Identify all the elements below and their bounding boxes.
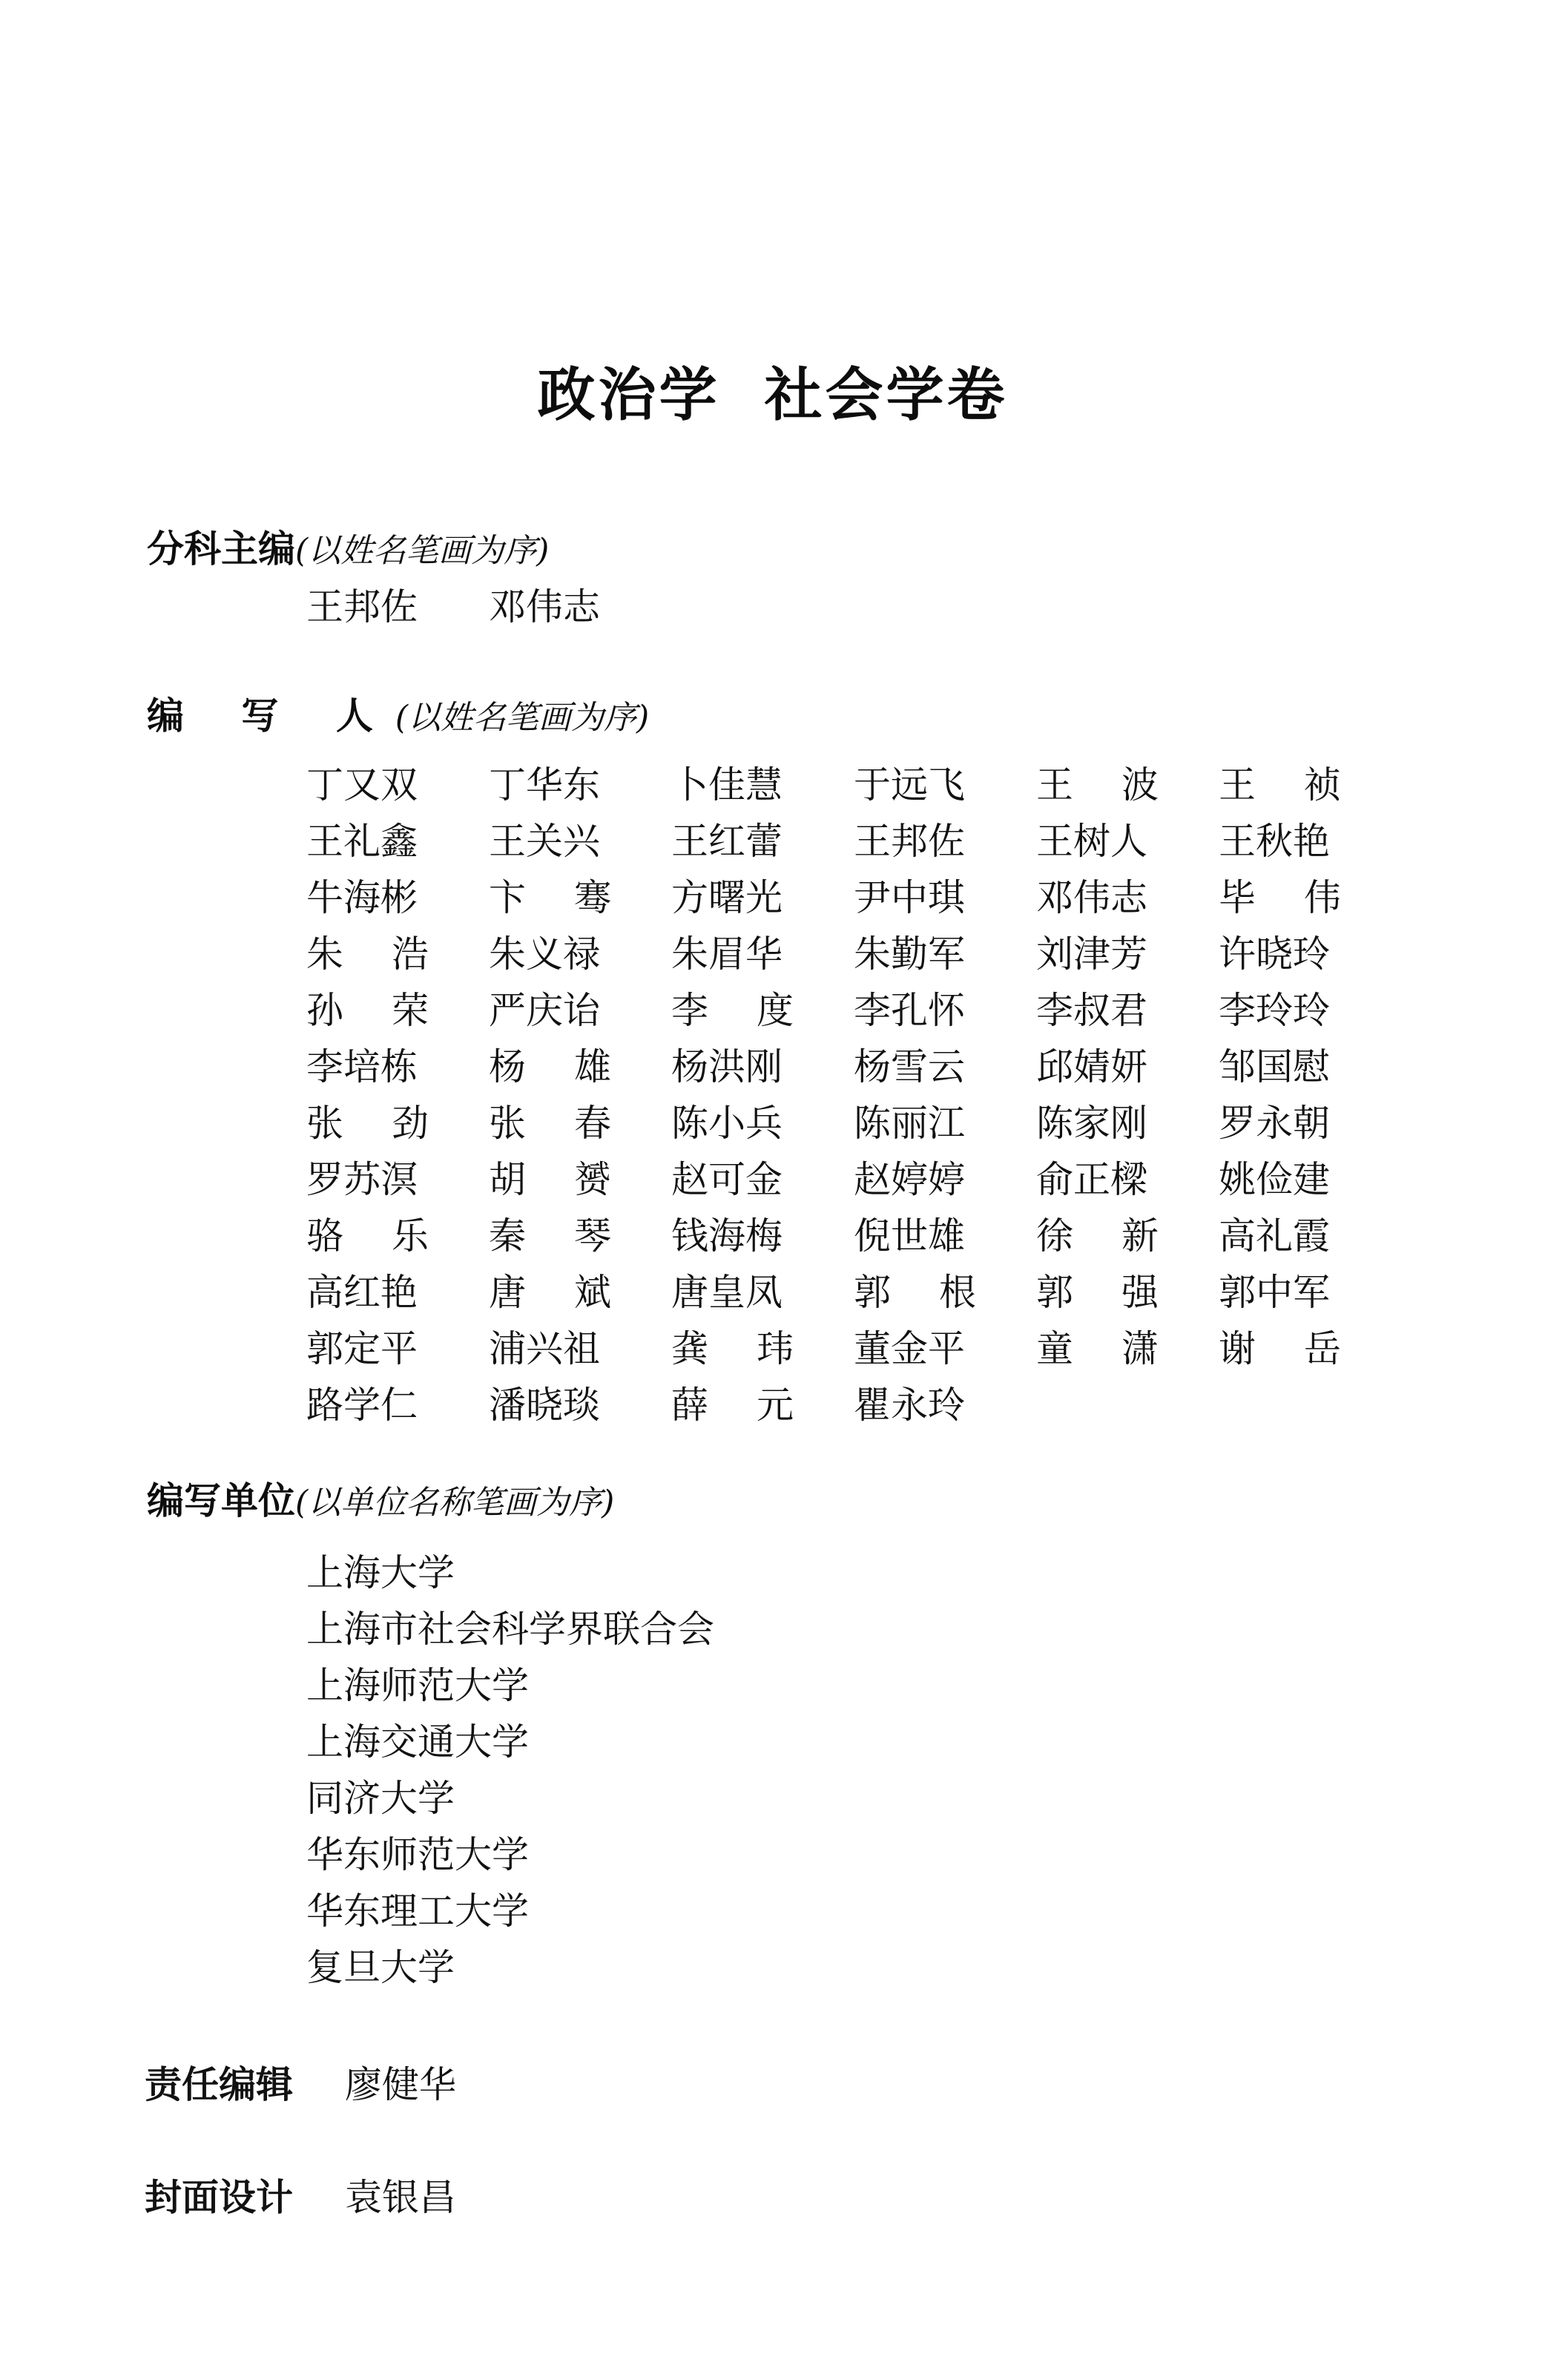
writer-name: 朱勤军 — [854, 933, 965, 976]
volume-title-part2: 社会学卷 — [764, 362, 1008, 429]
writer-name: 李玲玲 — [1219, 989, 1330, 1032]
unit-item: 上海师范大学 — [306, 1664, 529, 1707]
writer-name: 龚玮 — [671, 1327, 794, 1370]
writer-name: 朱浩 — [306, 933, 429, 976]
writer-name: 郭定平 — [306, 1327, 418, 1370]
unit-item: 上海交通大学 — [306, 1720, 529, 1763]
writer-name: 李叔君 — [1036, 989, 1147, 1032]
writer-name: 丁华东 — [489, 763, 600, 806]
writer-name: 方曙光 — [671, 876, 783, 919]
unit-item: 华东师范大学 — [306, 1833, 529, 1876]
writer-name: 陈丽江 — [854, 1102, 965, 1145]
writer-name: 王波 — [1036, 763, 1159, 806]
writer-name: 高礼霞 — [1219, 1214, 1330, 1258]
writer-name: 许晓玲 — [1219, 933, 1330, 976]
writer-name: 路学仁 — [306, 1384, 418, 1427]
writers-heading — [147, 686, 649, 740]
responsible-editor — [145, 2055, 456, 2108]
responsible-editor-label: 责任编辑 — [145, 2063, 293, 2106]
chief-editors-note: (以姓名笔画为序) — [295, 532, 550, 570]
chief-editors-heading — [147, 519, 549, 573]
writer-name: 薛元 — [671, 1384, 794, 1427]
writer-name: 唐皇凤 — [671, 1271, 783, 1314]
writer-name: 王树人 — [1036, 820, 1147, 863]
writer-name: 李度 — [671, 989, 794, 1032]
writer-name: 丁又双 — [306, 763, 418, 806]
writer-name: 陈家刚 — [1036, 1102, 1147, 1145]
writer-name: 潘晓琰 — [489, 1384, 600, 1427]
writer-name: 罗苏溟 — [306, 1158, 418, 1201]
writer-name: 杨洪刚 — [671, 1045, 783, 1088]
writer-name: 杨雪云 — [854, 1045, 965, 1088]
writer-name: 张劲 — [306, 1102, 429, 1145]
writer-name: 徐新 — [1036, 1214, 1159, 1258]
writer-name: 朱义禄 — [489, 933, 600, 976]
writer-name: 骆乐 — [306, 1214, 429, 1258]
writer-name: 王祯 — [1219, 763, 1341, 806]
writer-name: 张春 — [489, 1102, 611, 1145]
writer-name: 谢岳 — [1219, 1327, 1341, 1370]
volume-title — [0, 349, 1545, 432]
chief-editors-list — [306, 577, 671, 631]
writer-name: 王邦佐 — [854, 820, 965, 863]
units-list — [306, 1543, 714, 1994]
writer-name: 郭强 — [1036, 1271, 1159, 1314]
writer-name: 赵可金 — [671, 1158, 783, 1201]
units-heading — [147, 1471, 614, 1525]
writer-name: 严庆诒 — [489, 989, 600, 1032]
volume-title-part1: 政治学 — [537, 362, 720, 429]
writer-name: 郭中军 — [1219, 1271, 1330, 1314]
responsible-editor-name: 廖健华 — [345, 2063, 456, 2106]
writer-name: 卞骞 — [489, 876, 611, 919]
chief-editor-name: 邓伟志 — [489, 585, 600, 628]
unit-item: 华东理工大学 — [306, 1890, 529, 1933]
writer-name: 俞正樑 — [1036, 1158, 1147, 1201]
writer-name: 郭根 — [854, 1271, 976, 1314]
units-label: 编写单位 — [147, 1479, 295, 1522]
cover-design-name: 袁银昌 — [345, 2176, 456, 2219]
writer-name: 唐斌 — [489, 1271, 611, 1314]
writer-name: 牛海彬 — [306, 876, 418, 919]
writer-name: 董金平 — [854, 1327, 965, 1370]
writer-name: 王秋艳 — [1219, 820, 1330, 863]
writer-name: 卜佳慧 — [671, 763, 783, 806]
chief-editor-name: 王邦佐 — [306, 585, 418, 628]
unit-item: 上海市社会科学界联合会 — [306, 1608, 714, 1651]
writer-name: 孙荣 — [306, 989, 429, 1032]
writer-name: 尹中琪 — [854, 876, 965, 919]
unit-item: 同济大学 — [306, 1777, 455, 1820]
writer-name: 钱海梅 — [671, 1214, 783, 1258]
writer-name: 李孔怀 — [854, 989, 965, 1032]
writer-name: 邱婧妍 — [1036, 1045, 1147, 1088]
writers-list — [306, 755, 1404, 1432]
writer-name: 王红蕾 — [671, 820, 783, 863]
writer-name: 王关兴 — [489, 820, 600, 863]
unit-item: 复旦大学 — [306, 1946, 455, 1989]
writers-note: (以姓名笔画为序) — [395, 699, 650, 737]
writer-name: 毕伟 — [1219, 876, 1341, 919]
writer-name: 陈小兵 — [671, 1102, 783, 1145]
writer-name: 邹国慰 — [1219, 1045, 1330, 1088]
writer-name: 姚俭建 — [1219, 1158, 1330, 1201]
writer-name: 胡赟 — [489, 1158, 611, 1201]
writer-name: 浦兴祖 — [489, 1327, 600, 1370]
writer-name: 于远飞 — [854, 763, 965, 806]
writer-name: 赵婷婷 — [854, 1158, 965, 1201]
writer-name: 倪世雄 — [854, 1214, 965, 1258]
cover-design — [145, 2168, 456, 2221]
writer-name: 李培栋 — [306, 1045, 418, 1088]
writer-name: 刘津芳 — [1036, 933, 1147, 976]
writer-name: 童潇 — [1036, 1327, 1159, 1370]
writer-name: 朱眉华 — [671, 933, 783, 976]
writer-name: 邓伟志 — [1036, 876, 1147, 919]
chief-editors-label: 分科主编 — [147, 527, 295, 571]
writer-name: 王礼鑫 — [306, 820, 418, 863]
cover-design-label: 封面设计 — [145, 2176, 293, 2219]
unit-item: 上海大学 — [306, 1551, 455, 1594]
writer-name: 杨雄 — [489, 1045, 611, 1088]
writers-label: 编 写 人 — [147, 694, 395, 737]
writer-name: 秦琴 — [489, 1214, 611, 1258]
writer-name: 瞿永玲 — [854, 1384, 965, 1427]
writer-name: 罗永朝 — [1219, 1102, 1330, 1145]
units-note: (以单位名称笔画为序) — [295, 1484, 615, 1522]
writer-name: 高红艳 — [306, 1271, 418, 1314]
